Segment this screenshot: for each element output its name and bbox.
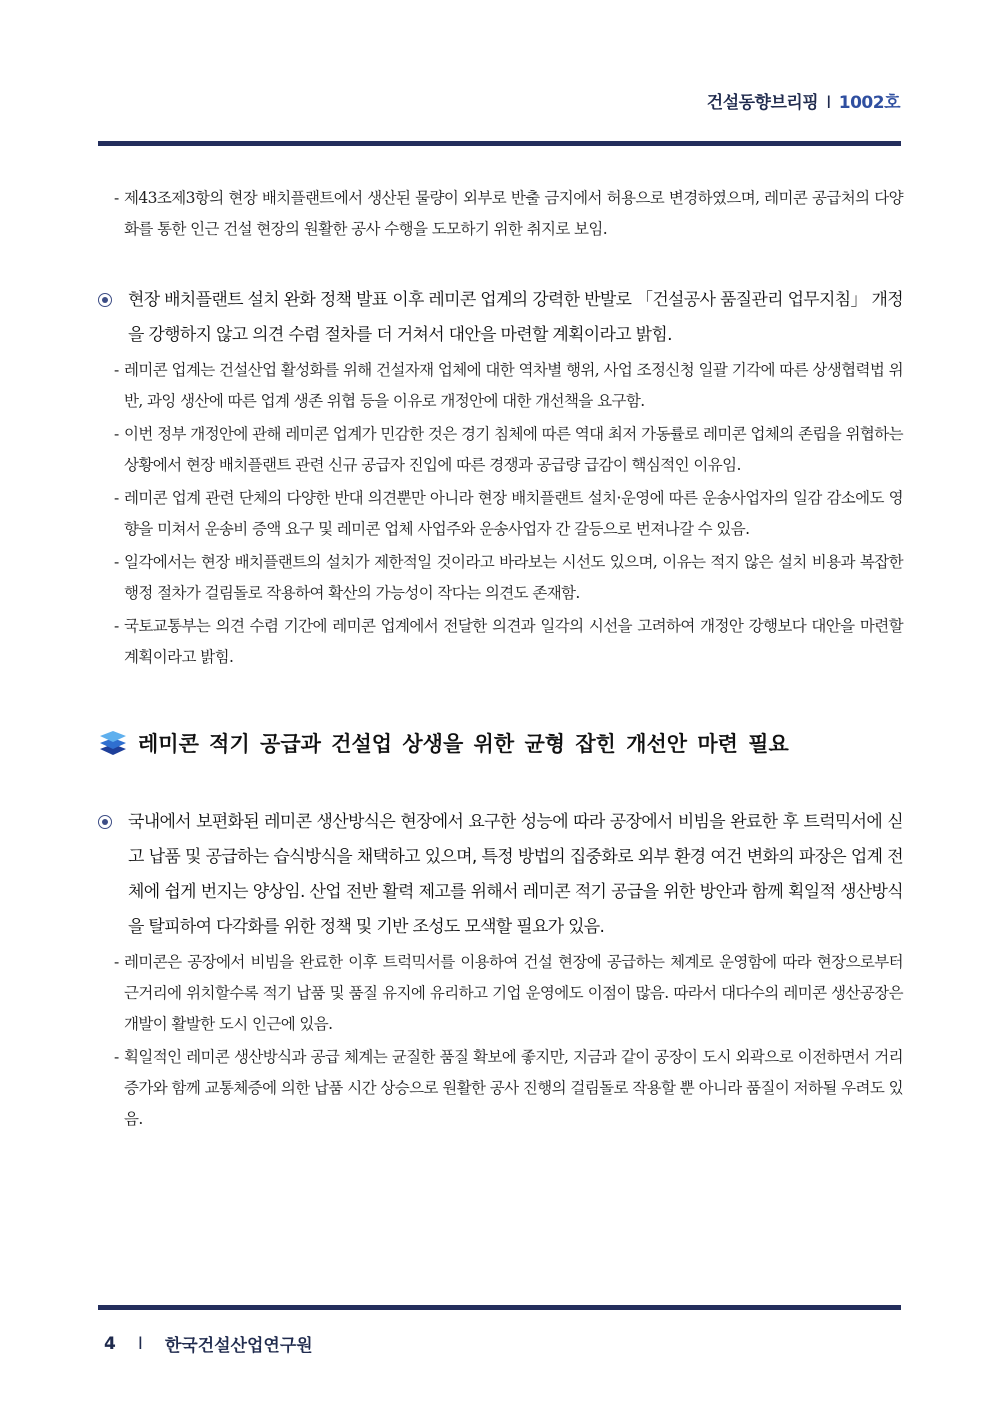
main-content: [98, 183, 903, 1137]
section-title: 레미콘 적기 공급과 건설업 상생을 위한 균형 잡힌 개선안 마련 필요: [138, 732, 789, 756]
layers-icon: [98, 728, 128, 758]
page-footer: [104, 1331, 313, 1356]
bullet-item: 현장 배치플랜트 설치 완화 정책 발표 이후 레미콘 업계의 강력한 반발로 「건설공사 품질관리 업무지침」 개정을 강행하지 않고 의견 수렴 절차를 더 거쳐서 대안을 마련할 계획이라고 밝힘.: [98, 283, 903, 353]
sub-item: - 국토교통부는 의견 수렴 기간에 레미콘 업계에서 전달한 의견과 일각의 시선을 고려하여 개정안 강행보다 대안을 마련할 계획이라고 밝힘.: [114, 617, 903, 666]
sub-item: - 레미콘 업계는 건설산업 활성화를 위해 건설자재 업체에 대한 역차별 행위, 사업 조정신청 일괄 기각에 따른 상생협력법 위반, 과잉 생산에 따른 업계 생존 위협 등을 이유로 개정안에 대한 개선책을 요구함.: [114, 361, 903, 410]
publication-title: 건설동향브리핑: [706, 93, 819, 113]
header-separator: I: [826, 93, 831, 113]
sub-item: - 일각에서는 현장 배치플랜트의 설치가 제한적일 것이라고 바라보는 시선도 있으며, 이유는 적지 않은 설치 비용과 복잡한 행정 절차가 걸림돌로 작용하여 확산의 가능성이 작다는 의견도 존재함.: [114, 553, 903, 602]
bullet-circle-icon: [98, 815, 112, 829]
footer-separator: I: [137, 1333, 143, 1354]
issue-number: 1002호: [838, 93, 900, 113]
bullet-circle-icon: [98, 293, 112, 307]
sub-item: - 획일적인 레미콘 생산방식과 공급 체계는 균질한 품질 확보에 좋지만, 지금과 같이 공장이 도시 외곽으로 이전하면서 거리 증가와 함께 교통체증에 의한 납품 시간 상승으로 원활한 공사 진행의 걸림돌로 작용할 뿐 아니라 품질이 저하될 우려도 있음.: [114, 1048, 903, 1128]
sub-item: - 이번 정부 개정안에 관해 레미콘 업계가 민감한 것은 경기 침체에 따른 역대 최저 가동률로 레미콘 업체의 존립을 위협하는 상황에서 현장 배치플랜트 관련 신규 공급자 진입에 따른 경쟁과 공급량 급감이 핵심적인 이유임.: [114, 425, 903, 474]
sub-item: - 레미콘은 공장에서 비빔을 완료한 이후 트럭믹서를 이용하여 건설 현장에 공급하는 체계로 운영함에 따라 현장으로부터 근거리에 위치할수록 적기 납품 및 품질 유지에 유리하고 기업 운영에도 이점이 많음. 따라서 대다수의 레미콘 생산공장은 개발이 활발한 도시 인근에 있음.: [114, 953, 903, 1033]
header-rule: [98, 141, 901, 146]
bullet-item: 국내에서 보편화된 레미콘 생산방식은 현장에서 요구한 성능에 따라 공장에서 비빔을 완료한 후 트럭믹서에 싣고 납품 및 공급하는 습식방식을 채택하고 있으며, 특정 방법의 집중화로 외부 환경 여건 변화의 파장은 업계 전체에 쉽게 번지는 양상임. 산업 전반 활력 제고를 위해서 레미콘 적기 공급을 위한 방안과 함께 획일적 생산방식을 탈피하여 다각화를 위한 정책 및 기반 조성도 모색할 필요가 있음.: [98, 805, 903, 945]
sub-item: - 레미콘 업계 관련 단체의 다양한 반대 의견뿐만 아니라 현장 배치플랜트 설치·운영에 따른 운송사업자의 일감 감소에도 영향을 미쳐서 운송비 증액 요구 및 레미콘 업체 사업주와 운송사업자 간 갈등으로 번져나갈 수 있음.: [114, 489, 903, 538]
section-heading: [98, 725, 903, 761]
organization-name: 한국건설산업연구원: [164, 1336, 313, 1356]
sub-item: - 제43조제3항의 현장 배치플랜트에서 생산된 물량이 외부로 반출 금지에서 허용으로 변경하였으며, 레미콘 공급처의 다양화를 통한 인근 건설 현장의 원활한 공사 수행을 도모하기 위한 취지로 보임.: [114, 189, 903, 238]
page-header: [707, 88, 900, 113]
page-number: 4: [104, 1333, 116, 1354]
footer-rule: [98, 1305, 901, 1310]
